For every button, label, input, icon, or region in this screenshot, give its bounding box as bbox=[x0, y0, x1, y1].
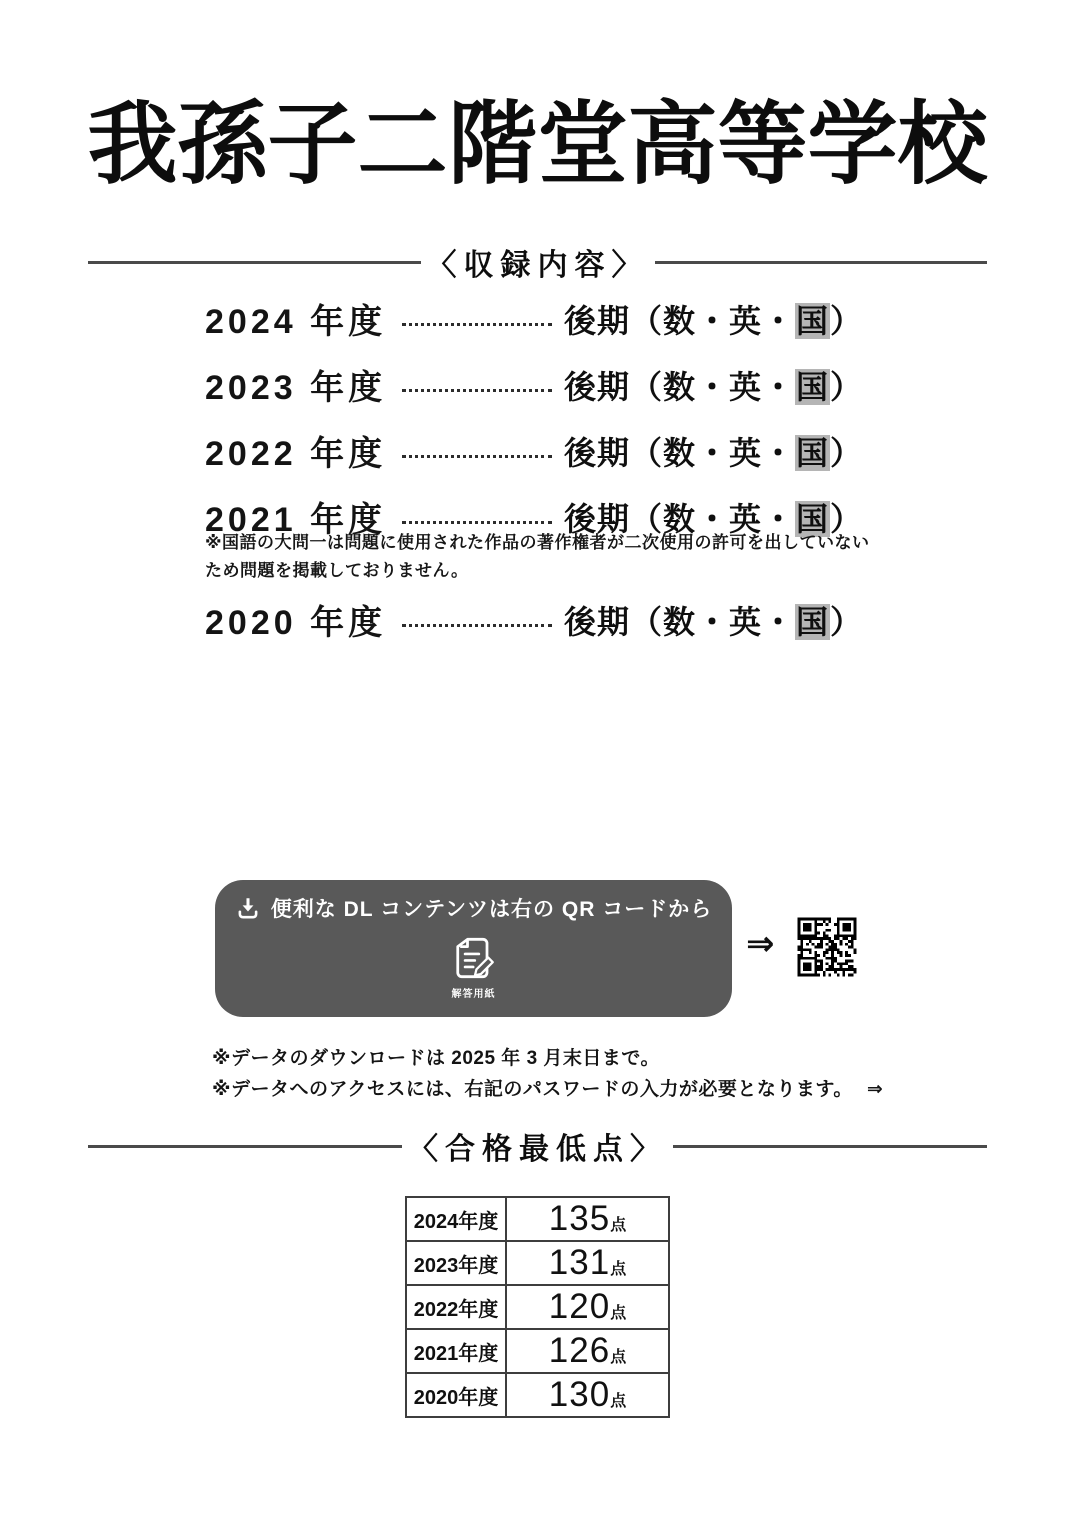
content-year: 2021 年度 bbox=[205, 501, 387, 539]
qr-code bbox=[792, 912, 862, 982]
scores-section-header bbox=[88, 1124, 987, 1168]
content-row-2024 bbox=[205, 300, 863, 341]
score-value-cell: 131点 bbox=[506, 1241, 669, 1285]
page-title: 我孫子二階堂高等学校 bbox=[87, 95, 988, 195]
download-box bbox=[215, 880, 732, 1017]
kokugo-highlight: 国 bbox=[795, 302, 829, 339]
score-value-cell: 135点 bbox=[506, 1197, 669, 1241]
content-year: 2020 年度 bbox=[205, 604, 387, 643]
download-content-caption: 解答用紙 bbox=[451, 989, 496, 1000]
contents-header-text: 〈収録内容〉 bbox=[426, 249, 649, 282]
download-note-line2: ※データへのアクセスには、右記のパスワードの入力が必要となります。 ⇒ bbox=[212, 1078, 884, 1100]
content-exam: 後期（数・英・国） bbox=[563, 368, 863, 405]
content-exam: 後期（数・英・国） bbox=[563, 500, 863, 537]
passing-score-table bbox=[405, 1196, 670, 1418]
score-year-cell: 2020年度 bbox=[406, 1373, 506, 1417]
table-row bbox=[406, 1373, 669, 1417]
header-rule-left bbox=[88, 1145, 402, 1148]
copyright-note: ※国語の大問一は問題に使用された作品の著作権者が二次使用の許可を出していない ため問題を掲載しておりません。 bbox=[205, 533, 870, 581]
dotted-leader bbox=[402, 323, 552, 326]
qr-pointer-arrow: ⇒ bbox=[746, 925, 775, 963]
dotted-leader bbox=[402, 455, 552, 458]
table-row bbox=[406, 1285, 669, 1329]
contents-section-header bbox=[88, 240, 987, 284]
download-box-header-text: 便利な DL コンテンツは右の QR コードから bbox=[270, 898, 713, 921]
contents-list bbox=[205, 300, 870, 667]
content-row-2023 bbox=[205, 366, 863, 407]
scores-header-text: 〈合格最低点〉 bbox=[408, 1133, 667, 1166]
kokugo-highlight: 国 bbox=[795, 434, 829, 471]
header-rule-right bbox=[673, 1145, 987, 1148]
document-edit-icon bbox=[448, 932, 500, 984]
header-rule-left bbox=[88, 261, 421, 264]
header-rule-right bbox=[655, 261, 988, 264]
download-box-header bbox=[215, 893, 732, 923]
table-row bbox=[406, 1197, 669, 1241]
answer-sheet-item bbox=[448, 932, 500, 1000]
content-year: 2023 年度 bbox=[205, 369, 387, 407]
score-year-cell: 2024年度 bbox=[406, 1197, 506, 1241]
dotted-leader bbox=[402, 624, 552, 627]
download-icon bbox=[235, 895, 261, 921]
content-exam: 後期（数・英・国） bbox=[563, 603, 863, 640]
content-row-2022 bbox=[205, 432, 863, 473]
kokugo-highlight: 国 bbox=[795, 368, 829, 405]
content-year: 2022 年度 bbox=[205, 435, 387, 473]
kokugo-highlight: 国 bbox=[795, 603, 829, 640]
score-year-cell: 2022年度 bbox=[406, 1285, 506, 1329]
score-value-cell: 126点 bbox=[506, 1329, 669, 1373]
score-value-cell: 130点 bbox=[506, 1373, 669, 1417]
content-exam: 後期（数・英・国） bbox=[563, 434, 863, 471]
download-notes bbox=[212, 1044, 883, 1106]
table-row bbox=[406, 1329, 669, 1373]
content-row-2020 bbox=[205, 601, 863, 643]
password-arrow: ⇒ bbox=[866, 1078, 884, 1100]
dotted-leader bbox=[402, 521, 552, 524]
download-note-line1: ※データのダウンロードは 2025 年 3 月末日まで。 bbox=[212, 1048, 661, 1069]
kokugo-highlight: 国 bbox=[795, 500, 829, 537]
score-value-cell: 120点 bbox=[506, 1285, 669, 1329]
content-year: 2024 年度 bbox=[205, 303, 387, 341]
table-row bbox=[406, 1241, 669, 1285]
dotted-leader bbox=[402, 389, 552, 392]
score-year-cell: 2023年度 bbox=[406, 1241, 506, 1285]
content-exam: 後期（数・英・国） bbox=[563, 302, 863, 339]
score-year-cell: 2021年度 bbox=[406, 1329, 506, 1373]
